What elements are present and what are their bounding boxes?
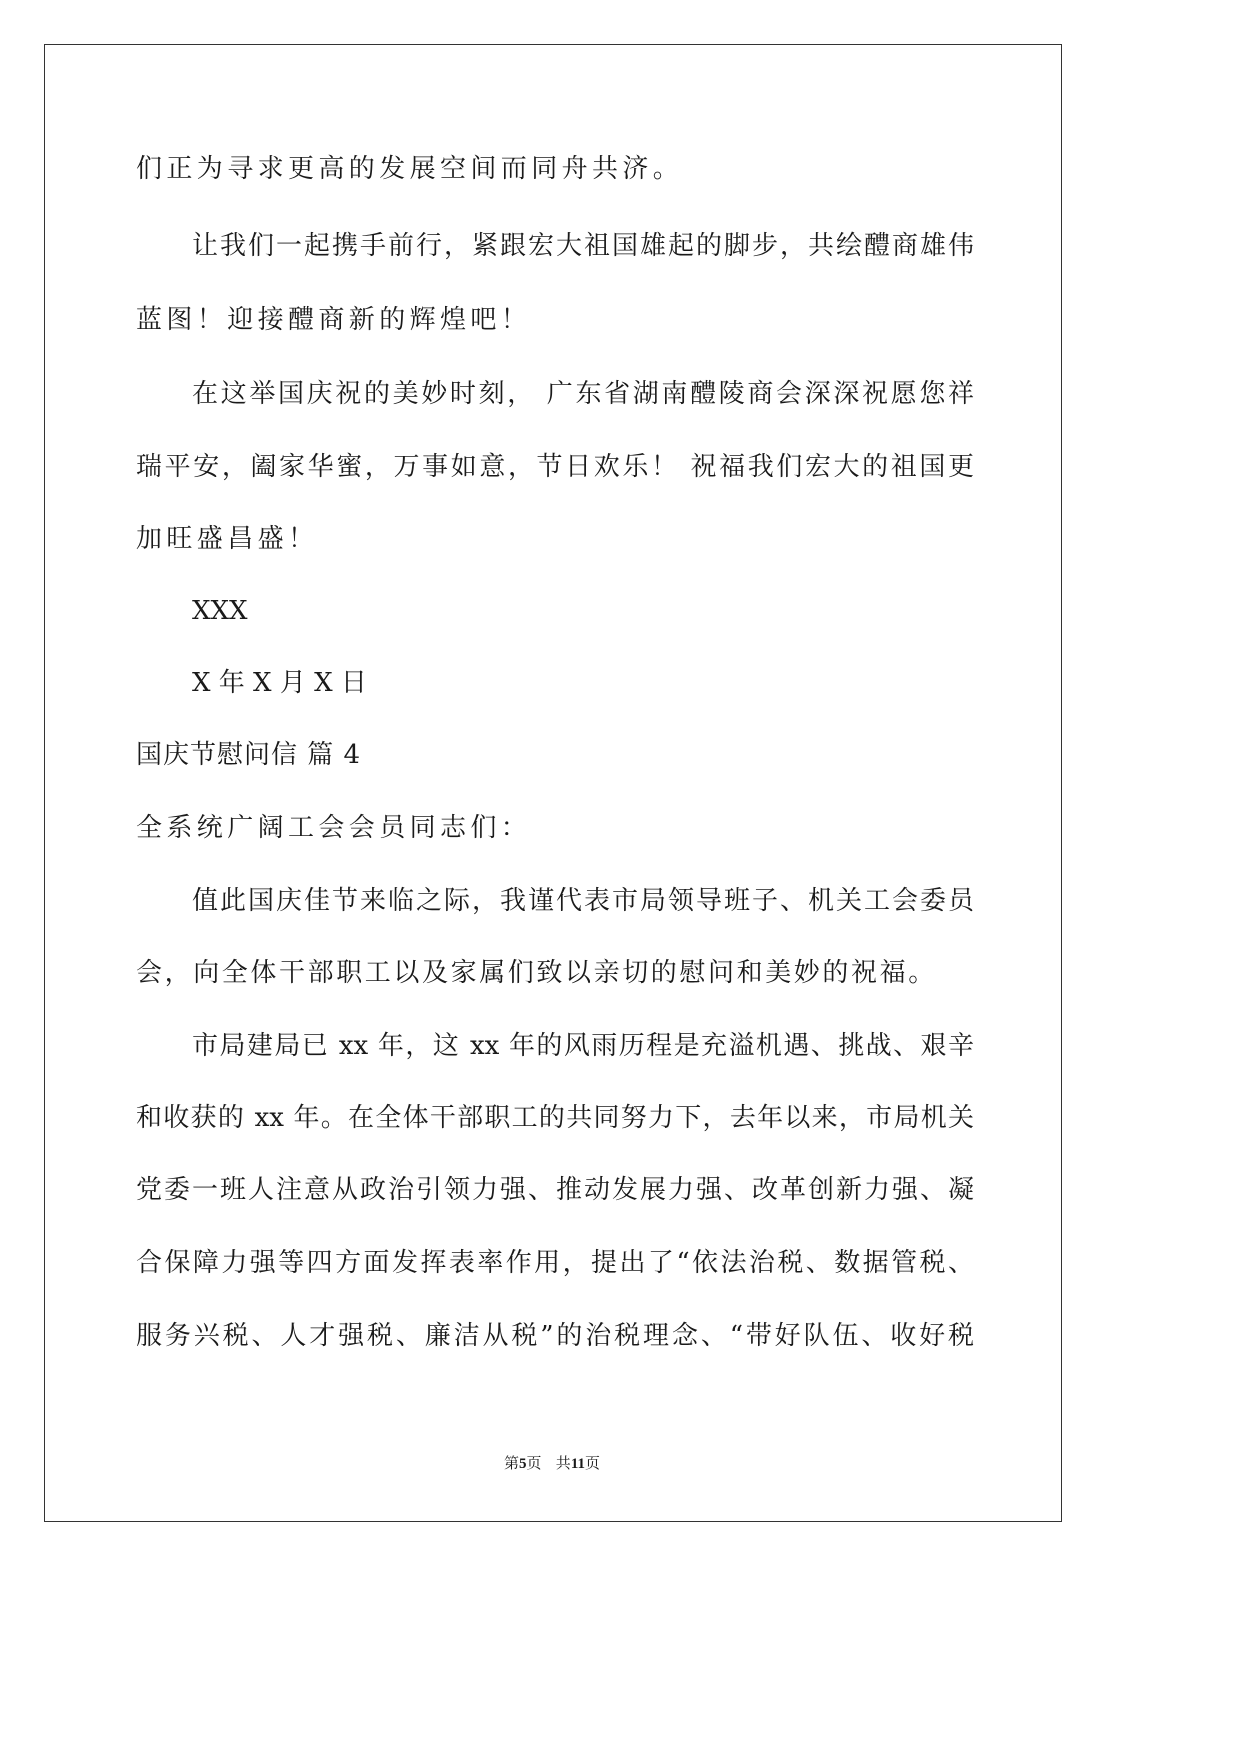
paragraph-line: 和收获的 xx 年。在全体干部职工的共同努力下，去年以来，市局机关 xyxy=(136,1103,974,1133)
paragraph-line: 服务兴税、人才强税、廉洁从税”的治税理念、“带好队伍、收好税 xyxy=(136,1321,974,1351)
page-border xyxy=(44,44,1062,1522)
paragraph-line: 蓝图！迎接醴商新的辉煌吧！ xyxy=(136,305,532,335)
footer-prefix: 第 xyxy=(503,1454,519,1472)
footer-suffix: 页 xyxy=(585,1454,601,1472)
paragraph-line: 让我们一起携手前行，紧跟宏大祖国雄起的脚步，共绘醴商雄伟 xyxy=(192,231,974,261)
paragraph-line: 市局建局已 xx 年，这 xx 年的风雨历程是充溢机遇、挑战、艰辛 xyxy=(192,1031,974,1061)
footer-middle: 页 共 xyxy=(526,1454,571,1472)
total-page-count: 11 xyxy=(570,1456,585,1472)
paragraph-line: 合保障力强等四方面发挥表率作用，提出了“依法治税、数据管税、 xyxy=(136,1248,974,1278)
salutation: 全系统广阔工会会员同志们： xyxy=(136,813,532,843)
paragraph-line: 们正为寻求更高的发展空间而同舟共济。 xyxy=(136,154,684,184)
page-footer xyxy=(0,1452,1104,1475)
paragraph-line: 瑞平安，阖家华蜜，万事如意，节日欢乐！ 祝福我们宏大的祖国更 xyxy=(136,452,974,482)
paragraph-line: 会，向全体干部职工以及家属们致以亲切的慰问和美妙的祝福。 xyxy=(136,958,937,988)
paragraph-line: 值此国庆佳节来临之际，我谨代表市局领导班子、机关工会委员 xyxy=(192,886,974,916)
paragraph-line: 在这举国庆祝的美妙时刻， 广东省湖南醴陵商会深深祝愿您祥 xyxy=(192,379,974,409)
current-page-number: 5 xyxy=(519,1456,527,1472)
section-heading: 国庆节慰问信 篇 4 xyxy=(136,740,362,770)
signature-name: XXX xyxy=(192,596,248,626)
signature-date: X 年 X 月 X 日 xyxy=(192,668,367,698)
paragraph-line: 党委一班人注意从政治引领力强、推动发展力强、改革创新力强、凝 xyxy=(136,1175,974,1205)
paragraph-line: 加旺盛昌盛！ xyxy=(136,524,319,554)
